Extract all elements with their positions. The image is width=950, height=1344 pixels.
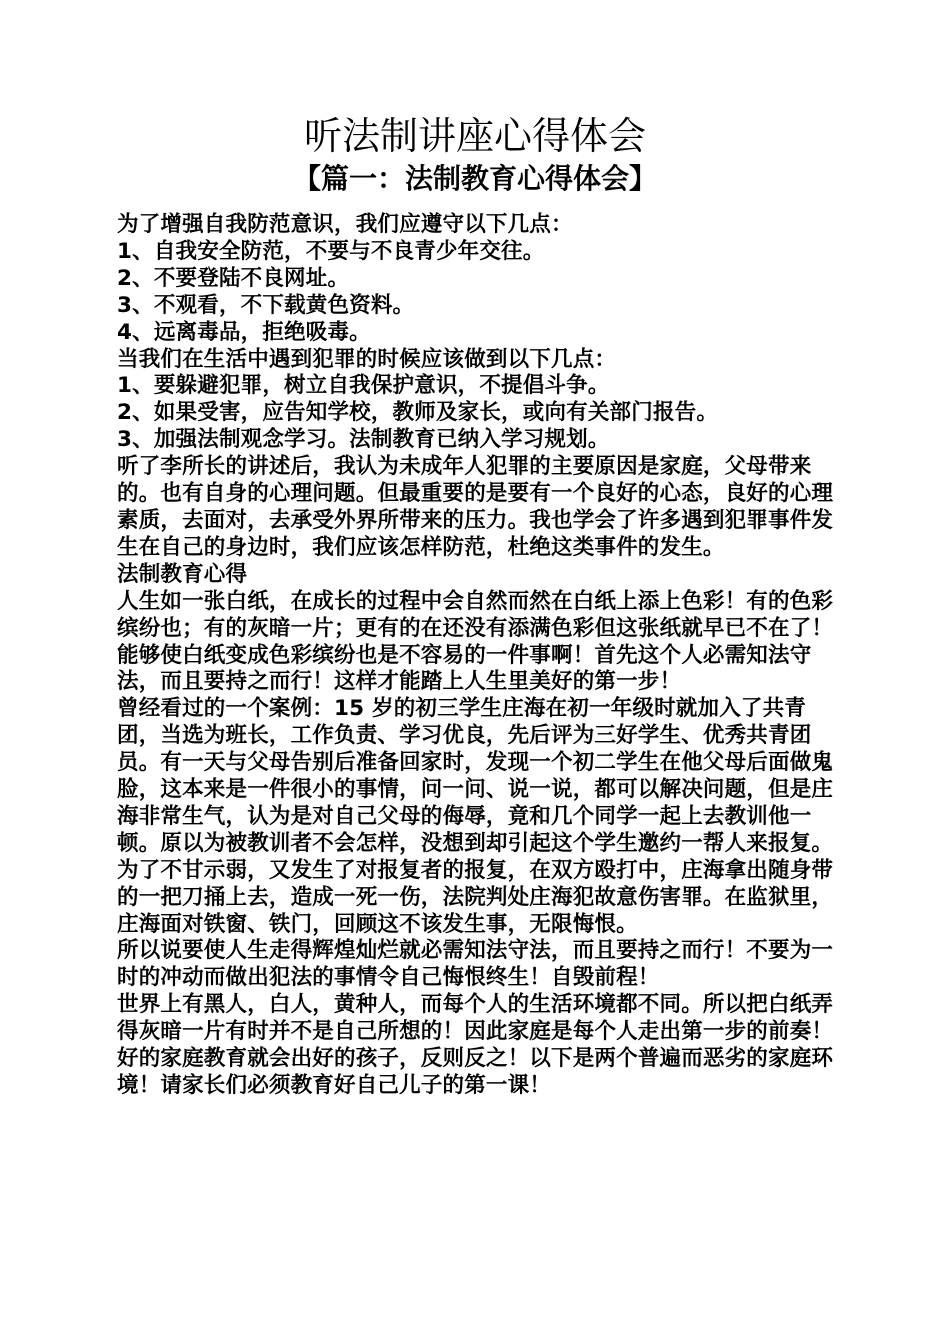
body-paragraph: 人生如一张白纸，在成长的过程中会自然而然在白纸上添上色彩！有的色彩缤纷也；有的灰暗一片；更有的在还没有添满色彩但这张纸就早已不在了！: [117, 588, 834, 641]
body-paragraph: 4、远离毒品，拒绝吸毒。: [117, 319, 371, 345]
body-paragraph: 1、自我安全防范，不要与不良青少年交往。: [117, 238, 545, 264]
body-paragraph: 当我们在生活中遇到犯罪的时候应该做到以下几点：: [117, 346, 617, 372]
document-subtitle: 【篇一：法制教育心得体会】: [292, 162, 657, 195]
body-paragraph: 曾经看过的一个案例：15 岁的初三学生庄海在初一年级时就加入了共青团，当选为班长，工作负责、学习优良，先后评为三好学生、优秀共青团员。有一天与父母告别后准备回家时，发现一个初二学生在他父母后面做鬼脸，这本来是一件很小的事情，问一问、说一说，都可以解决问题，但是庄海非常生气，认为是对自己父母的侮辱，竟和几个同学一起上去教训他一顿。原以为被教训者不会怎样，没想到却引起这个学生邀约一帮人来报复。为了不甘示弱，又发生了对报复者的报复，在双方殴打中，庄海拿出随身带的一把刀捅上去，造成一死一伤，法院判处庄海犯故意伤害罪。在监狱里，庄海面对铁窗、铁门，回顾这不该发生事，无限悔恨。: [117, 696, 834, 937]
body-paragraph: 能够使白纸变成色彩缤纷也是不容易的一件事啊！首先这个人必需知法守法，而且要持之而行！这样才能踏上人生里美好的第一步！: [117, 642, 812, 695]
body-paragraph: 法制教育心得: [117, 561, 248, 587]
body-paragraph: 听了李所长的讲述后，我认为未成年人犯罪的主要原因是家庭，父母带来的。也有自身的心理问题。但最重要的是要有一个良好的心态，良好的心理素质，去面对，去承受外界所带来的压力。我也学会了许多遇到犯罪事件发生在自己的身边时，我们应该怎样防范，杜绝这类事件的发生。: [117, 454, 834, 560]
body-paragraph: 为了增强自我防范意识，我们应遵守以下几点：: [117, 212, 573, 237]
document-body: [117, 212, 839, 1100]
body-paragraph: 所以说要使人生走得辉煌灿烂就必需知法守法，而且要持之而行！不要为一时的冲动而做出犯法的事情令自己悔恨终生！自毁前程！: [117, 938, 834, 991]
body-paragraph: 3、加强法制观念学习。法制教育已纳入学习规划。: [117, 427, 610, 453]
document-title: 听法制讲座心得体会: [303, 114, 646, 158]
body-paragraph: 世界上有黑人，白人，黄种人，而每个人的生活环境都不同。所以把白纸弄得灰暗一片有时并不是自己所想的！因此家庭是每个人走出第一步的前奏！好的家庭教育就会出好的孩子，反则反之！以下是两个普遍而恶劣的家庭环境！请家长们必须教育好自己儿子的第一课！: [117, 992, 834, 1098]
body-paragraph: 1、要躲避犯罪，树立自我保护意识，不提倡斗争。: [117, 373, 610, 399]
body-paragraph: 3、不观看，不下载黄色资料。: [117, 292, 415, 318]
body-paragraph: 2、不要登陆不良网址。: [117, 265, 350, 291]
body-paragraph: 2、如果受害，应告知学校，教师及家长，或向有关部门报告。: [117, 400, 719, 426]
